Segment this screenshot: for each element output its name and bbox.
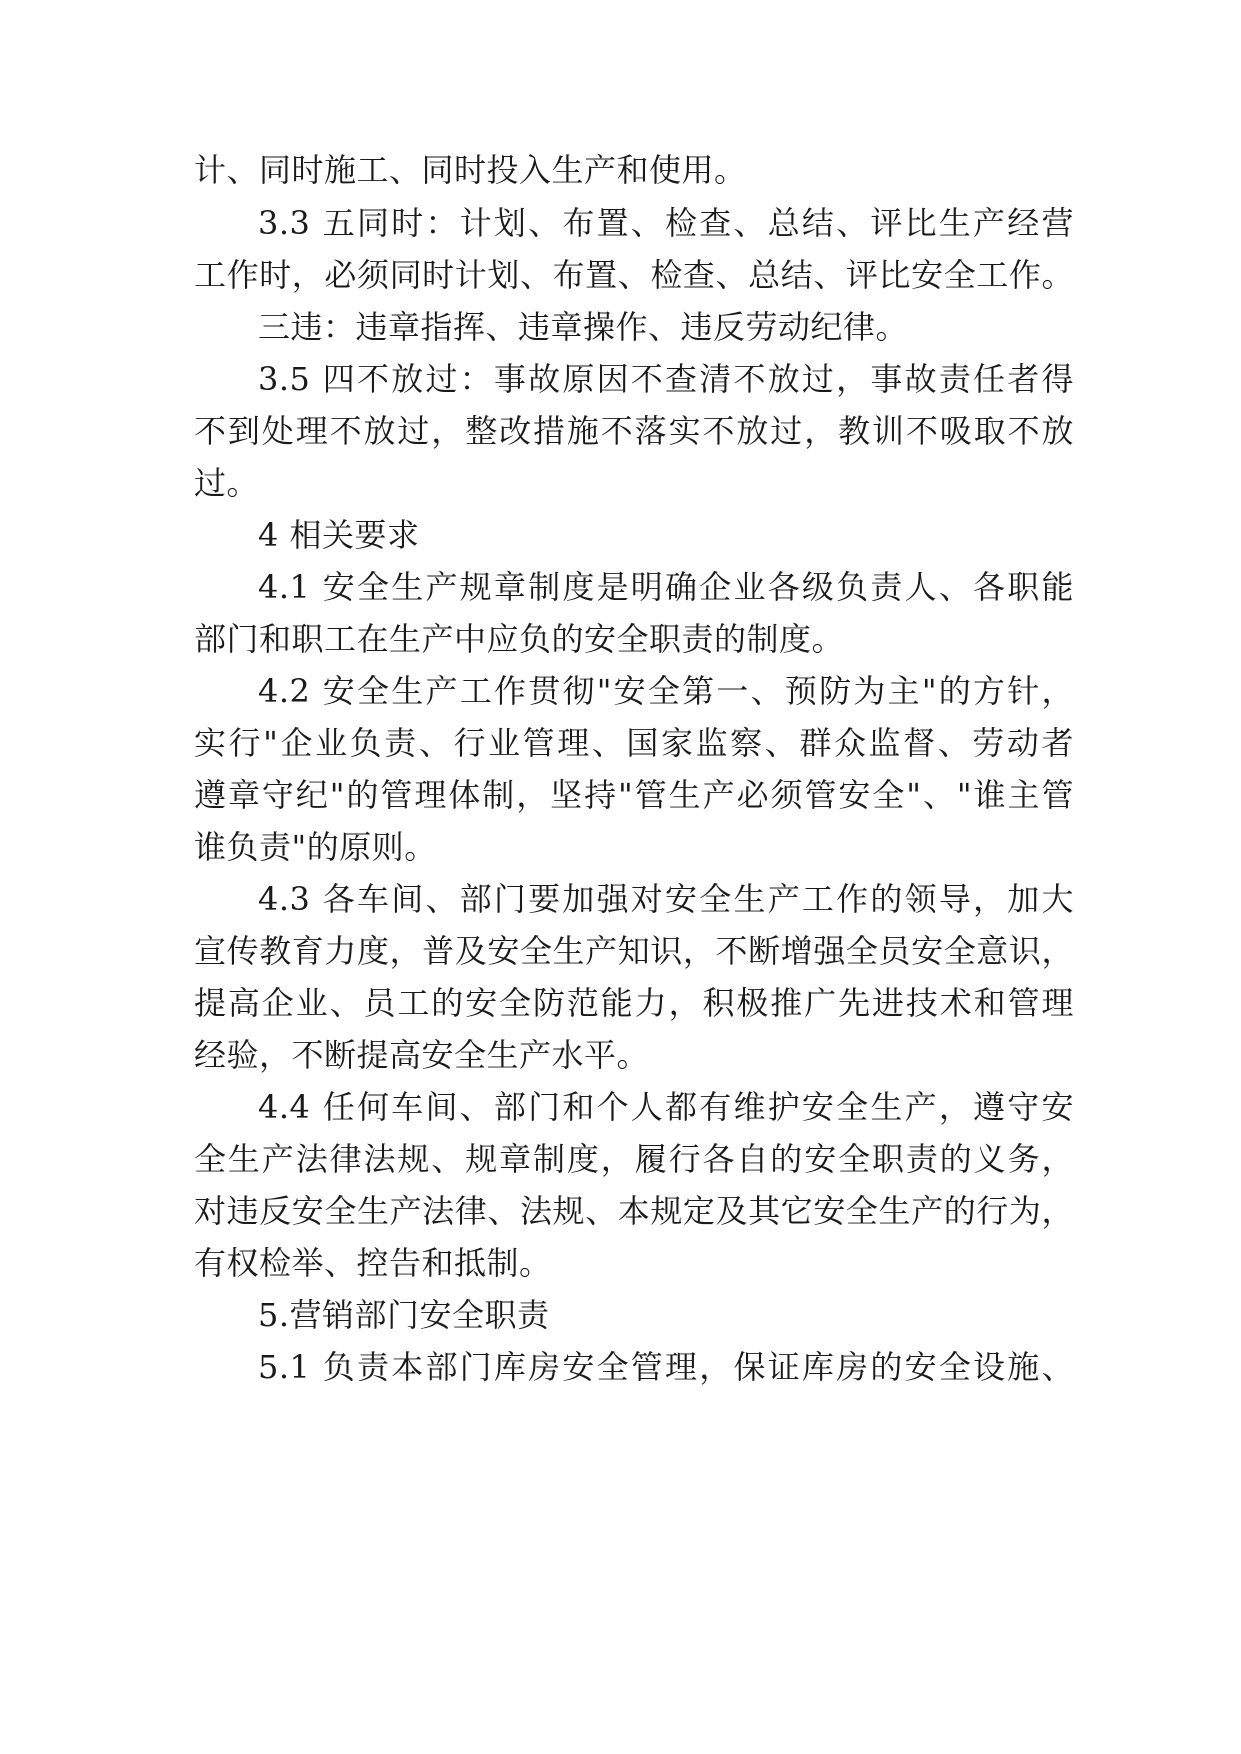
text-line: 提高企业、员工的安全防范能力，积极推广先进技术和管理 — [194, 984, 1074, 1022]
text-line: 4.1 安全生产规章制度是明确企业各级负责人、各职能 — [258, 568, 1074, 606]
text-line: 计、同时施工、同时投入生产和使用。 — [194, 151, 747, 189]
text-line: 遵章守纪"的管理体制，坚持"管生产必须管安全"、"谁主管 — [194, 776, 1074, 814]
text-line: 三违：违章指挥、违章操作、违反劳动纪律。 — [258, 308, 909, 346]
text-line: 4.3 各车间、部门要加强对安全生产工作的领导，加大 — [258, 880, 1074, 918]
text-line: 3.5 四不放过：事故原因不查清不放过，事故责任者得 — [258, 360, 1074, 398]
text-line: 对违反安全生产法律、法规、本规定及其它安全生产的行为， — [194, 1192, 1074, 1230]
text-line: 过。 — [194, 464, 260, 502]
text-line: 4.4 任何车间、部门和个人都有维护安全生产，遵守安 — [258, 1088, 1074, 1126]
text-line: 4.2 安全生产工作贯彻"安全第一、预防为主"的方针， — [258, 672, 1074, 710]
text-line: 3.3 五同时：计划、布置、检查、总结、评比生产经营 — [258, 204, 1074, 242]
section-heading: 4 相关要求 — [258, 516, 420, 554]
text-line: 谁负责"的原则。 — [194, 828, 437, 866]
text-line: 宣传教育力度，普及安全生产知识，不断增强全员安全意识， — [194, 932, 1074, 970]
section-heading: 5.营销部门安全职责 — [258, 1296, 550, 1334]
text-line: 经验，不断提高安全生产水平。 — [194, 1036, 650, 1074]
text-line: 有权检举、控告和抵制。 — [194, 1244, 552, 1282]
text-line: 全生产法律法规、规章制度，履行各自的安全职责的义务， — [194, 1140, 1074, 1178]
text-line: 5.1 负责本部门库房安全管理，保证库房的安全设施、 — [258, 1348, 1074, 1386]
text-line: 工作时，必须同时计划、布置、检查、总结、评比安全工作。 — [194, 256, 1074, 294]
text-line: 不到处理不放过，整改措施不落实不放过，教训不吸取不放 — [194, 412, 1074, 450]
text-line: 实行"企业负责、行业管理、国家监察、群众监督、劳动者 — [194, 724, 1074, 762]
text-line: 部门和职工在生产中应负的安全职责的制度。 — [194, 620, 845, 658]
